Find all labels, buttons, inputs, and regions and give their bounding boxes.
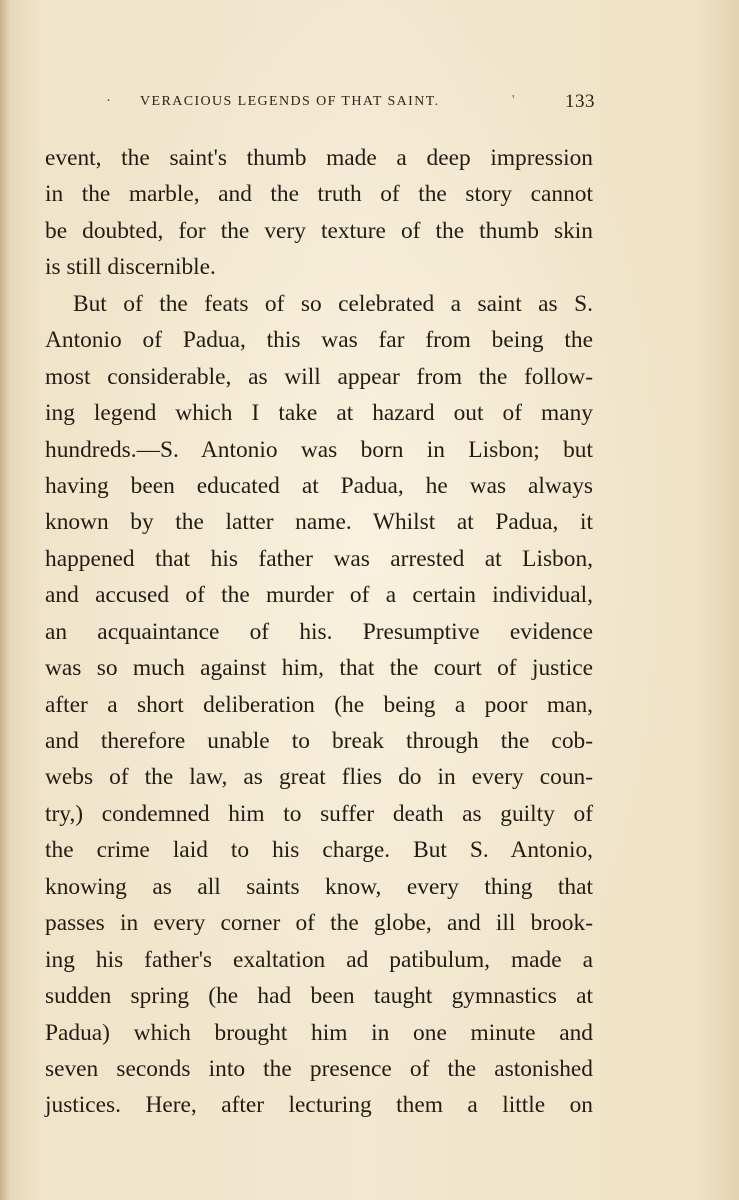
text-line: be doubted, for the very texture of the thumb skin — [45, 217, 593, 244]
text-line: webs of the law, as great flies do in every coun- — [45, 764, 593, 791]
text-line: hundreds.—S. Antonio was born in Lisbon; but — [45, 436, 593, 463]
text-line: ing his father's exaltation ad patibulum, made a — [45, 946, 593, 973]
text-line: ing legend which I take at hazard out of many — [45, 400, 593, 427]
text-line: Antonio of Padua, this was far from being the — [45, 327, 593, 354]
body-text — [45, 140, 593, 1124]
text-line: after a short deliberation (he being a poor man, — [45, 691, 593, 718]
text-line: in the marble, and the truth of the story cannot — [45, 181, 593, 208]
running-head — [0, 91, 739, 121]
text-line: was so much against him, that the court of justice — [45, 655, 593, 682]
text-line: happened that his father was arrested at Lisbon, — [45, 545, 593, 572]
text-line: having been educated at Padua, he was always — [45, 472, 593, 499]
running-head-title: VERACIOUS LEGENDS OF THAT SAINT. — [140, 94, 440, 109]
text-line: is still discernible. — [45, 254, 216, 281]
text-line: and therefore unable to break through the cob- — [45, 728, 593, 754]
text-line: Padua) which brought him in one minute and — [45, 1019, 593, 1046]
paragraph-first-line: But of the feats of so celebrated a saint as S. — [73, 290, 593, 317]
text-line: the crime laid to his charge. But S. Antonio, — [45, 837, 593, 864]
text-line: known by the latter name. Whilst at Padua, it — [45, 509, 593, 536]
text-line: knowing as all saints know, every thing that — [45, 873, 593, 900]
text-line: event, the saint's thumb made a deep impression — [45, 145, 593, 171]
text-line: and accused of the murder of a certain individual, — [45, 582, 593, 609]
text-line: justices. Here, after lecturing them a little on — [45, 1092, 593, 1119]
text-line: try,) condemned him to suffer death as guilty of — [45, 800, 593, 827]
running-head-mark: ' — [512, 93, 515, 108]
running-head-dot: · — [106, 93, 111, 109]
page-gutter-shadow — [0, 0, 10, 1200]
text-line: sudden spring (he had been taught gymnastics at — [45, 983, 593, 1010]
text-line: passes in every corner of the globe, and ill brook- — [45, 910, 593, 937]
page-number: 133 — [565, 91, 595, 112]
text-line: seven seconds into the presence of the astonished — [45, 1055, 593, 1082]
text-line: an acquaintance of his. Presumptive evidence — [45, 618, 593, 645]
text-line: most considerable, as will appear from the follow- — [45, 363, 593, 390]
